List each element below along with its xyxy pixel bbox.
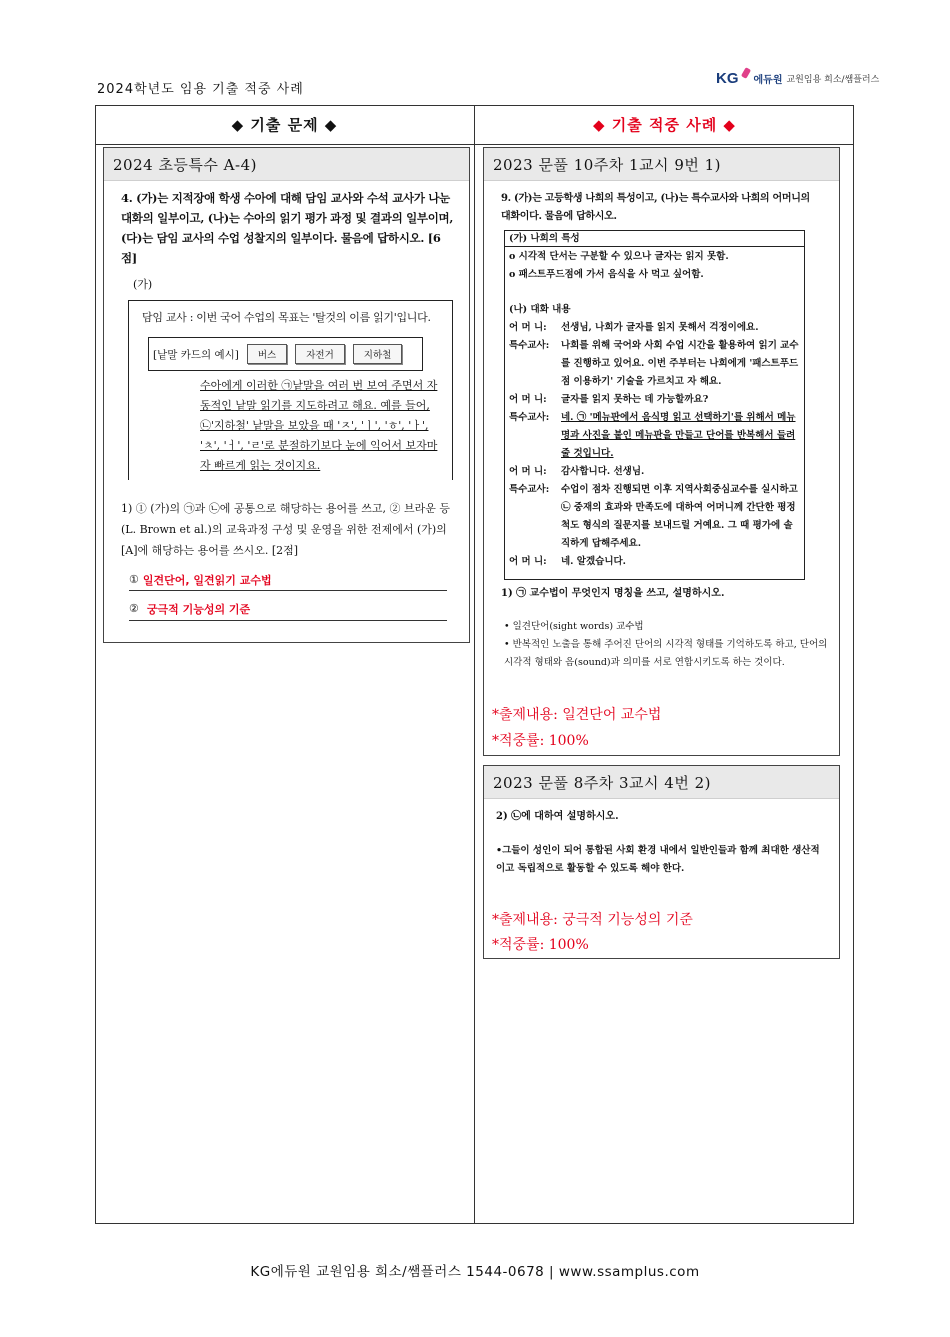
dialog-text: 나희를 위해 국어와 사회 수업 시간을 활용하여 읽기 교수를 진행하고 있어요. 이번 주부터는 나희에게 '패스트푸드점 이용하기' 기술을 가르치고 자 해요. xyxy=(561,340,799,387)
word-card-bus: 버스 xyxy=(247,344,287,364)
dialogue-box xyxy=(128,300,453,480)
dialogue-body-2: ㉡'지하철' 낱말을 보았을 때 'ㅈ', 'ㅣ', 'ㅎ', 'ㅏ', 'ㅊ', 'ㅓ', 'ㄹ'로 분절하기보다 눈에 익어서 보자마자 빠르게 읽는 것이지요. xyxy=(200,419,438,472)
dialog-speaker: 특수교사: xyxy=(509,484,550,495)
hit-case-card-1 xyxy=(483,147,840,756)
dialog-text: 감사합니다. 선생님. xyxy=(561,466,645,477)
hit-case-2-result-rate: *적중률: 100% xyxy=(492,937,589,953)
answer-1-num: ① xyxy=(129,572,139,586)
dialog-speaker: 어 머 니: xyxy=(509,556,547,567)
dialog-line xyxy=(509,463,801,481)
hit-case-2-sub-question: 2) ㉡에 대하여 설명하시오. xyxy=(496,811,619,822)
hit-case-1-answer-2: • 반복적인 노출을 통해 주어진 단어의 시각적 형태를 기억하도록 하고, 단어의 시각적 형태와 음(sound)과 의미를 서로 연합시키도록 하는 것이다. xyxy=(504,639,828,668)
hit-case-1-head: 2023 문풀 10주차 1교시 9번 1) xyxy=(484,148,839,181)
answer-2-num: ② xyxy=(129,602,139,615)
dialogue-body-1: 수아에게 이러한 ㉠낱말을 여러 번 보여 주면서 자동적인 낱말 읽기를 지도하려고 해요. 예를 들어, xyxy=(200,379,438,412)
hit-case-1-box xyxy=(504,230,805,580)
hit-case-card-2 xyxy=(483,765,840,959)
dialog-text: 네. ㉠ '메뉴판에서 음식명 읽고 선택하기'를 위해서 메뉴명과 사진을 붙인 메뉴판을 만들고 단어를 반복해서 들려줄 것입니다. xyxy=(561,412,796,459)
dialog-line xyxy=(509,337,801,391)
answer-2-row xyxy=(129,598,447,621)
dialog-speaker: 어 머 니: xyxy=(509,466,547,477)
hit-case-1-answer-1: • 일견단어(sight words) 교수법 xyxy=(504,621,644,632)
dialog-text: 수업이 점차 진행되면 이후 지역사회중심교수를 실시하고 ㉡ 중재의 효과와 만족도에 대하여 어머니께 간단한 평정척도 형식의 질문지를 보내드릴 거예요. 그 때 평가에 솔직하게 답해주세요. xyxy=(561,484,798,549)
hit-case-2-answer: •그들이 성인이 되어 통합된 사회 환경 내에서 일반인들과 함께 최대한 생산적이고 독립적으로 활동할 수 있도록 해야 한다. xyxy=(496,845,820,874)
box-ga-label: (가) 나희의 특성 xyxy=(509,233,580,244)
answer-2: 궁극적 기능성의 기준 xyxy=(146,603,251,616)
column-divider xyxy=(474,105,475,1224)
exam-question-text: 4. (가)는 지적장애 학생 수아에 대해 담임 교사와 수석 교사가 나눈 대화의 일부이고, (나)는 수아의 읽기 평가 과정 및 결과의 일부이며, (다)는 담임 교사의 수업 성찰지의 일부이다. 물음에 답하시오. [6점] xyxy=(121,191,454,265)
section-ga-label: (가) xyxy=(133,278,153,291)
answer-1-row xyxy=(129,569,447,591)
exam-sub-question: 1) ① (가)의 ㉠과 ㉡에 공통으로 해당하는 용어를 쓰고, ② 브라운 등(L. Brown et al.)의 교육과정 구성 및 운영을 위한 전제에서 (가)의 [A]에 해당하는 용어를 쓰시오. [2점] xyxy=(121,502,450,557)
hit-case-2-result-content: *출제내용: 궁극적 기능성의 기준 xyxy=(492,912,693,928)
exam-question-head: 2024 초등특수 A-4) xyxy=(104,148,469,181)
dialog-text: 네. 알겠습니다. xyxy=(561,556,626,567)
exam-question-card xyxy=(103,147,470,643)
dialog-line xyxy=(509,481,801,553)
dialog-speaker: 특수교사: xyxy=(509,412,550,423)
logo-tagline: 교원임용 희소/쌤플러스 xyxy=(786,75,880,85)
hit-case-2-head: 2023 문풀 8주차 3교시 4번 2) xyxy=(484,766,839,799)
dialog-text: 선생님, 나희가 글자를 읽지 못해서 걱정이에요. xyxy=(561,322,759,333)
word-card-label: [낱말 카드의 예시] xyxy=(153,348,239,361)
trait-2: o 패스트푸드점에 가서 음식을 사 먹고 싶어함. xyxy=(509,269,704,280)
left-column-title: ◆ 기출 문제 ◆ xyxy=(231,116,338,134)
hit-case-1-sub-question: 1) ㉠ 교수법이 무엇인지 명칭을 쓰고, 설명하시오. xyxy=(501,588,725,599)
dialog-speaker: 특수교사: xyxy=(509,340,550,351)
brand-logo xyxy=(716,70,879,87)
logo-kg: KG xyxy=(716,70,739,87)
document-title: 2024학년도 임용 기출 적중 사례 xyxy=(97,82,304,97)
hit-case-1-question: 9. (가)는 고등학생 나희의 특성이고, (나)는 특수교사와 나희의 어머니의 대화이다. 물음에 답하시오. xyxy=(501,193,810,222)
box-ga-divider xyxy=(505,246,804,247)
trait-1: o 시각적 단서는 구분할 수 있으나 글자는 읽지 못함. xyxy=(509,251,729,262)
teacher-line: 담임 교사 : 이번 국어 수업의 목표는 '탈것의 이름 읽기'입니다. xyxy=(142,311,431,324)
dialog-line xyxy=(509,409,801,463)
hit-case-1-result-content: *출제내용: 일견단어 교수법 xyxy=(492,707,662,723)
answer-1: 일견단어, 일견읽기 교수법 xyxy=(142,573,272,587)
word-card-bicycle: 자전거 xyxy=(295,344,345,364)
header-divider xyxy=(95,144,854,145)
dialog-line xyxy=(509,319,801,337)
dialog-line xyxy=(509,553,801,571)
dialog-line xyxy=(509,391,801,409)
footer-contact: KG에듀원 교원임용 희소/쌤플러스 1544-0678 | www.ssamplus.com xyxy=(250,1264,700,1280)
word-card-box xyxy=(148,337,423,371)
dialog-text: 글자를 읽지 못하는 데 가능할까요? xyxy=(561,394,709,405)
dialogue-list xyxy=(509,319,801,571)
hit-case-1-result-rate: *적중률: 100% xyxy=(492,733,589,749)
logo-spark-icon xyxy=(740,67,750,79)
logo-edu: 에듀원 xyxy=(753,75,783,86)
box-na-label: (나) 대화 내용 xyxy=(509,304,571,315)
dialog-speaker: 어 머 니: xyxy=(509,394,547,405)
word-card-subway: 지하철 xyxy=(353,344,403,364)
right-column-title: ◆ 기출 적중 사례 ◆ xyxy=(593,116,736,134)
dialog-speaker: 어 머 니: xyxy=(509,322,547,333)
